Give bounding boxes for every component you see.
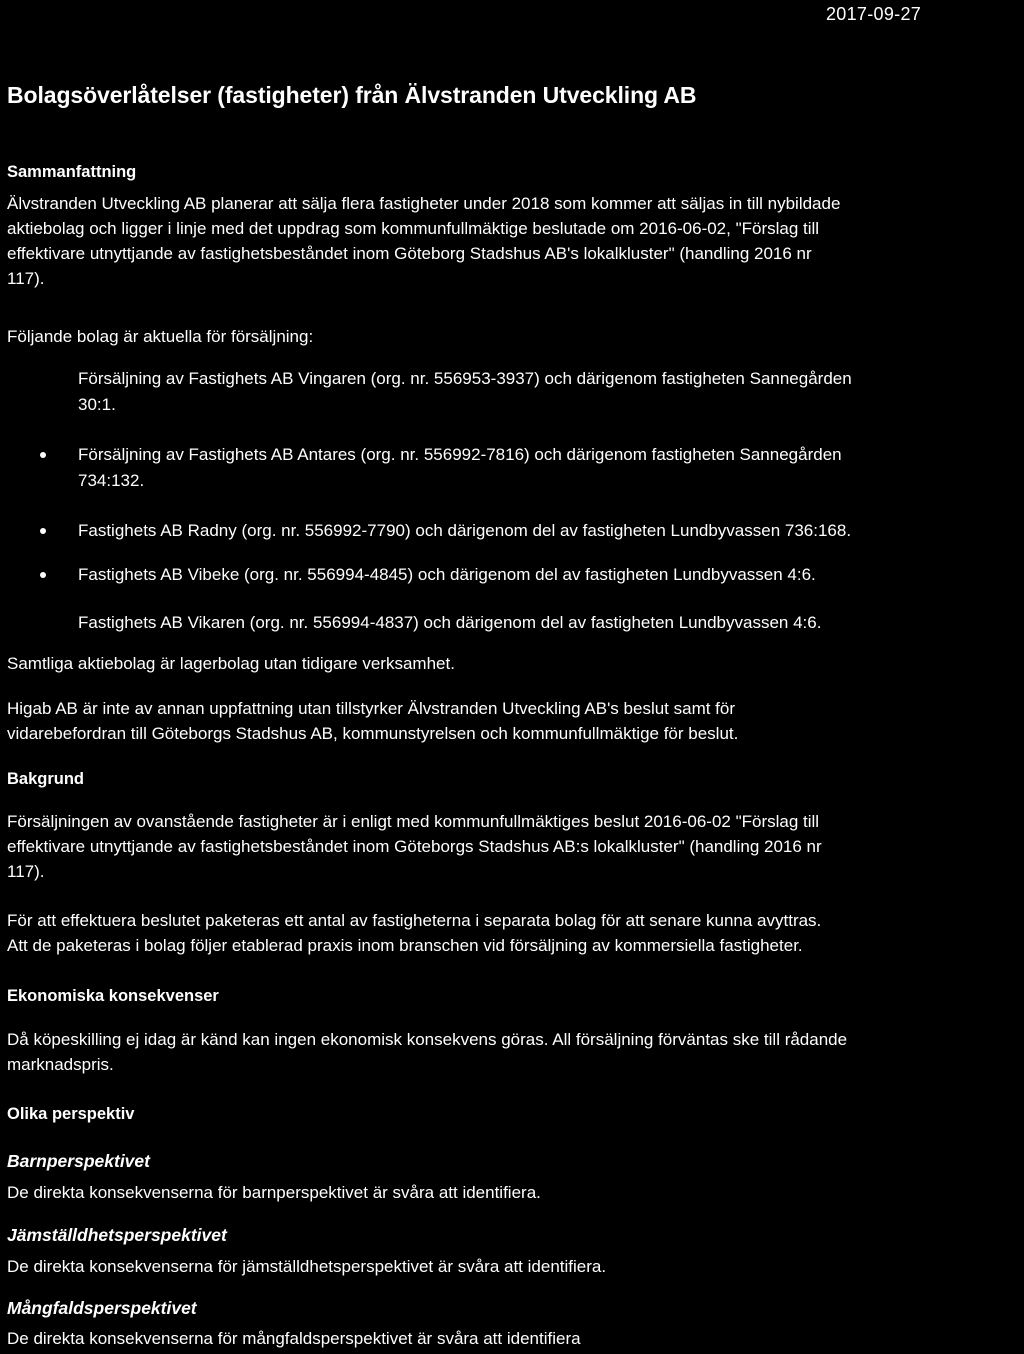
text-line: aktiebolag och ligger i linje med det uppdrag som kommunfullmäktige beslutade om 2016-06-02, "Förslag till: [7, 219, 820, 238]
bakgrund-paragraph-1: [7, 809, 1022, 884]
bullet-icon: [40, 572, 46, 578]
sammanfattning-paragraph: [7, 191, 1022, 291]
text-line: Higab AB är inte av annan uppfattning utan tillstyrker Älvstranden Utveckling AB's beslut samt för: [7, 699, 736, 718]
higab-paragraph: [7, 696, 1022, 746]
text-line: vidarebefordran till Göteborgs Stadshus AB, kommunstyrelsen och kommunfullmäktige för beslut.: [7, 724, 739, 743]
bullet-icon: [40, 620, 46, 626]
ekonomiska-paragraph: [7, 1027, 1022, 1077]
list-item-line: Fastighets AB Vibeke (org. nr. 556994-4845) och därigenom del av fastigheten Lundbyvassen 4:6.: [78, 565, 816, 584]
text-line: marknadspris.: [7, 1055, 114, 1074]
document-title: Bolagsöverlåtelser (fastigheter) från Älvstranden Utveckling AB: [7, 82, 697, 108]
heading-jamstalldhetsperspektivet: Jämställdhetsperspektivet: [7, 1225, 227, 1245]
barnperspektivet-text: De direkta konsekvenserna för barnperspektivet är svåra att identifiera.: [7, 1183, 541, 1202]
text-line: 117).: [7, 862, 45, 881]
text-line: För att effektuera beslutet paketeras ett antal av fastigheterna i separata bolag för att senare kunna avyttras.: [7, 911, 822, 930]
heading-bakgrund: Bakgrund: [7, 770, 85, 788]
heading-ekonomiska-konsekvenser: Ekonomiska konsekvenser: [7, 987, 219, 1005]
document-date: 2017-09-27: [826, 4, 922, 24]
text-line: effektivare utnyttjande av fastighetsbeståndet inom Göteborg Stadshus AB's lokalkluster" (handling 2016 nr: [7, 244, 812, 263]
bullet-icon: [40, 452, 46, 458]
mangfaldsperspektivet-text: De direkta konsekvenserna för mångfaldsperspektivet är svåra att identifiera: [7, 1329, 581, 1348]
list-item-line: Försäljning av Fastighets AB Antares (org. nr. 556992-7816) och därigenom fastigheten Sannegården: [78, 445, 842, 464]
text-line: Att de paketeras i bolag följer etablerad praxis inom branschen vid försäljning av kommersiella fastigheter.: [7, 936, 803, 955]
text-line: Försäljningen av ovanstående fastigheter är i enligt med kommunfullmäktiges beslut 2016-06-02 "Förslag till: [7, 812, 820, 831]
list-item-line: Försäljning av Fastighets AB Vingaren (org. nr. 556953-3937) och därigenom fastigheten Sannegården: [78, 369, 852, 388]
bullet-icon: [40, 376, 46, 382]
list-item-line: Fastighets AB Radny (org. nr. 556992-7790) och därigenom del av fastigheten Lundbyvassen 736:168.: [78, 521, 852, 540]
text-line: 117).: [7, 269, 45, 288]
heading-barnperspektivet: Barnperspektivet: [7, 1151, 150, 1171]
text-line: Älvstranden Utveckling AB planerar att sälja flera fastigheter under 2018 som kommer att säljas in till nybildade: [7, 194, 841, 213]
list-item-line: Fastighets AB Vikaren (org. nr. 556994-4837) och därigenom del av fastigheten Lundbyvassen 4:6.: [78, 613, 822, 632]
list-item-line: 734:132.: [78, 471, 145, 490]
sale-intro: Följande bolag är aktuella för försäljning:: [7, 327, 314, 346]
bullet-icon: [40, 528, 46, 534]
heading-sammanfattning: Sammanfattning: [7, 163, 137, 181]
heading-mangfaldsperspektivet: Mångfaldsperspektivet: [7, 1298, 197, 1318]
text-line: Då köpeskilling ej idag är känd kan ingen ekonomisk konsekvens göras. All försäljning förväntas ske till rådande: [7, 1030, 848, 1049]
heading-olika-perspektiv: Olika perspektiv: [7, 1105, 135, 1123]
bakgrund-paragraph-2: [7, 908, 1022, 958]
jamstalldhetsperspektivet-text: De direkta konsekvenserna för jämställdhetsperspektivet är svåra att identifiera.: [7, 1257, 607, 1276]
text-line: effektivare utnyttjande av fastighetsbeståndet inom Göteborgs Stadshus AB:s lokalkluster" (handling 2016 nr: [7, 837, 822, 856]
list-item-line: 30:1.: [78, 395, 116, 414]
samtliga-text: Samtliga aktiebolag är lagerbolag utan tidigare verksamhet.: [7, 654, 455, 673]
